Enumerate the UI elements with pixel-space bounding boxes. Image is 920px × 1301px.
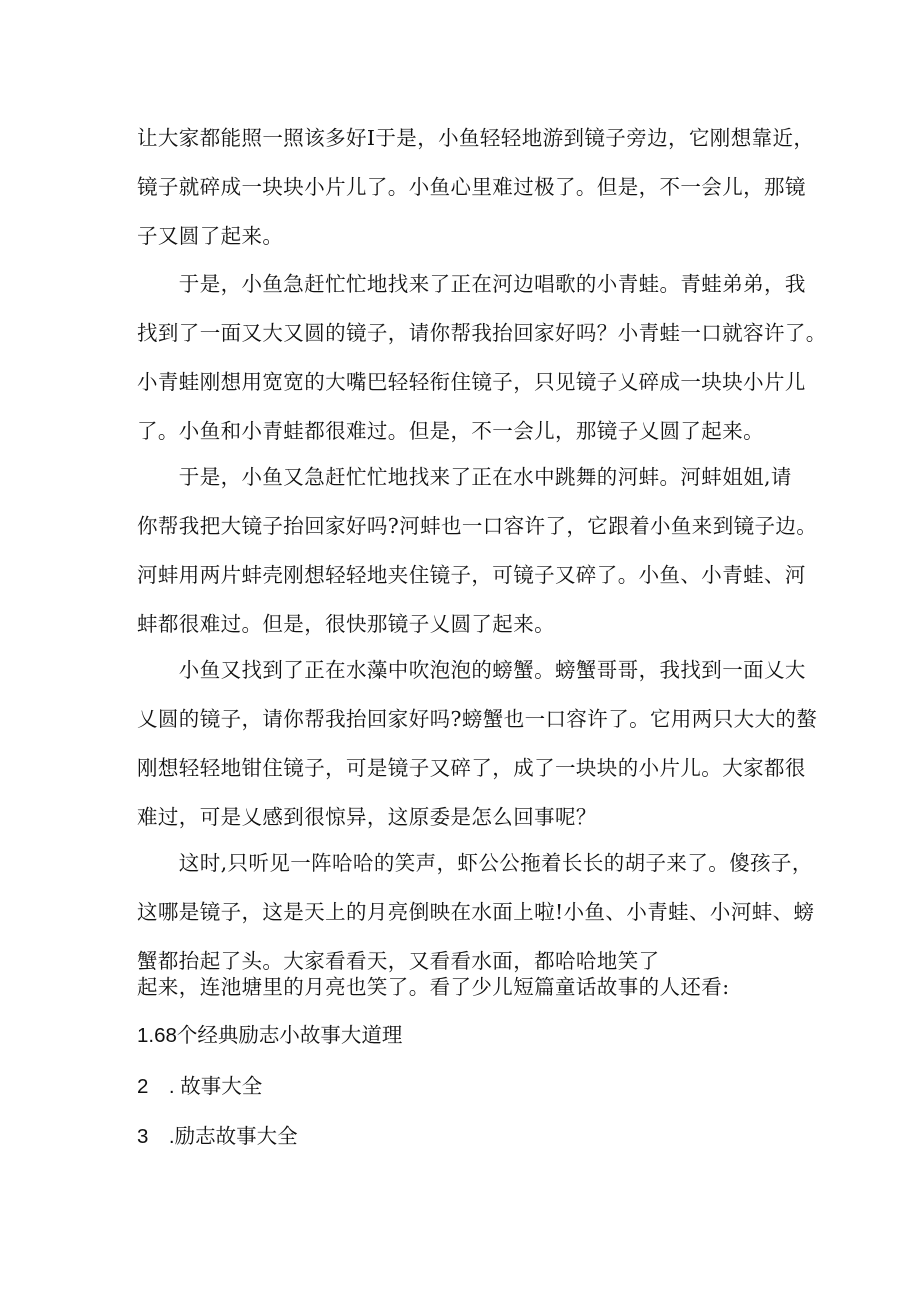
text-line: 于是，小鱼急赶忙忙地找来了正在河边唱歌的小青蛙。青蛙弟弟，我 [137, 272, 806, 296]
text-line: 蚌都很难过。但是，很快那镜子乂圆了起来。 [137, 612, 555, 636]
related-link-2[interactable]: 2 . 故事大全 [137, 1075, 263, 1098]
text-line: 这时,只听见一阵哈哈的笑声，虾公公拖着长长的胡子来了。傻孩子， [137, 851, 813, 875]
paragraph-2 [137, 260, 827, 456]
text-line: 乂圆的镜子，请你帮我抬回家好吗?螃蟹也一口容许了。它用两只大大的螯 [137, 707, 818, 731]
paragraph-3 [137, 453, 817, 649]
text-line: 让大家都能照一照该多好I于是，小鱼轻轻地游到镜子旁边，它刚想靠近， [137, 126, 815, 150]
paragraph-6 [137, 974, 817, 1000]
text-line: 了。小鱼和小青蛙都很难过。但是，不一会儿，那镜子乂圆了起来。 [137, 419, 764, 443]
text-line: 小青蛙刚想用宽宽的大嘴巴轻轻衔住镜子，只见镜子乂碎成一块块小片儿 [137, 370, 806, 394]
text-line: 难过，可是乂感到很惊异，这原委是怎么回事呢？ [137, 805, 597, 829]
text-line: 蟹都抬起了头。大家看看天，又看看水面，都哈哈地笑了 [137, 949, 660, 973]
paragraph-5 [137, 839, 817, 986]
paragraph-4 [137, 646, 817, 842]
text-line: 于是，小鱼又急赶忙忙地找来了正在水中跳舞的河蚌。河蚌姐姐,请 [137, 465, 792, 489]
text-line: 找到了一面又大又圆的镜子，请你帮我抬回家好吗？小青蛙一口就容许了。 [137, 321, 827, 345]
text-line: 河蚌用两片蚌壳刚想轻轻地夹住镜子，可镜子又碎了。小鱼、小青蛙、河 [137, 563, 806, 587]
paragraph-1 [137, 114, 817, 261]
related-link-3[interactable]: 3 .励志故事大全 [137, 1125, 298, 1148]
text-line: 你帮我把大镜子抬回家好吗?河蚌也一口容许了，它跟着小鱼来到镜子边。 [137, 514, 818, 538]
text-line: 小鱼又找到了正在水藻中吹泡泡的螃蟹。螃蟹哥哥，我找到一面乂大 [137, 658, 806, 682]
text-line: 镜子就碎成一块块小片儿了。小鱼心里难过极了。但是，不一会儿，那镜 [137, 175, 806, 199]
text-line: 起来，连池塘里的月亮也笑了。看了少儿短篇童话故事的人还看: [137, 975, 730, 999]
text-line: 这哪是镜子，这是天上的月亮倒映在水面上啦!小鱼、小青蛙、小河蚌、螃 [137, 900, 815, 924]
text-line: 子又圆了起来。 [137, 224, 284, 248]
text-line: 刚想轻轻地钳住镜子，可是镜子又碎了，成了一块块的小片儿。大家都很 [137, 756, 806, 780]
related-link-1[interactable]: 1.68个经典励志小故事大道理 [137, 1024, 403, 1047]
